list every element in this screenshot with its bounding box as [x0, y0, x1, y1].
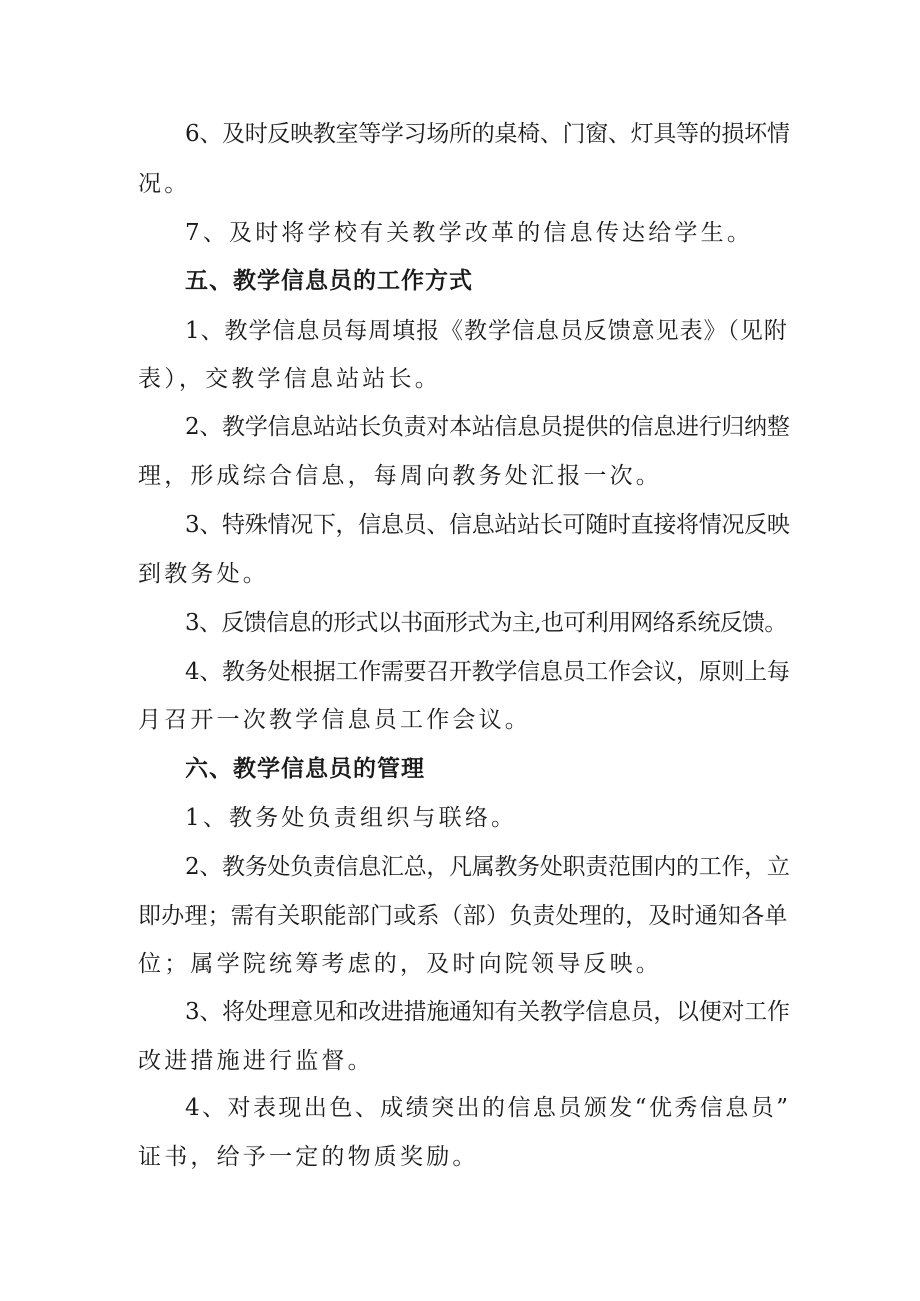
s6-p3-line2: 改进措施进行监督。: [138, 1048, 374, 1074]
s6-p2-line2: 即办理；需有关职能部门或系（部）负责处理的，及时通知各单: [138, 903, 788, 929]
s6-p1-line: 1、教务处负责组织与联络。: [185, 805, 518, 831]
s6-p2-line1: 2、教务处负责信息汇总，凡属教务处职责范围内的工作，立: [185, 854, 790, 880]
s6-p4-line2: 证书，给予一定的物质奖励。: [138, 1144, 479, 1170]
s6-p4-line1: 4、对表现出色、成绩突出的信息员颁发“优秀信息员”: [185, 1095, 791, 1121]
item7-line: 7、及时将学校有关教学改革的信息传达给学生。: [185, 220, 754, 246]
s6-p3-line1: 3、将处理意见和改进措施通知有关教学信息员，以便对工作: [185, 999, 790, 1025]
s5-p3b-line: 3、反馈信息的形式以书面形式为主,也可利用网络系统反馈。: [185, 610, 787, 636]
s6-p2-line3: 位；属学院统筹考虑的，及时向院领导反映。: [138, 951, 662, 977]
s5-p4-line2: 月召开一次教学信息员工作会议。: [138, 707, 531, 733]
s5-p2-line1: 2、教学信息站站长负责对本站信息员提供的信息进行归纳整: [185, 414, 790, 440]
section5-heading: 五、教学信息员的工作方式: [185, 268, 473, 294]
item6-line2: 况。: [138, 171, 191, 197]
s5-p2-line2: 理，形成综合信息，每周向教务处汇报一次。: [138, 463, 662, 489]
s5-p1-line1: 1、教学信息员每周填报《教学信息员反馈意见表》（见附: [185, 318, 788, 344]
item6-line1: 6、及时反映教室等学习场所的桌椅、门窗、灯具等的损坏情: [185, 121, 790, 147]
section6-heading: 六、教学信息员的管理: [185, 756, 425, 782]
s5-p1-line2: 表），交教学信息站站长。: [138, 366, 441, 392]
s5-p3-line1: 3、特殊情况下，信息员、信息站站长可随时直接将情况反映: [185, 512, 790, 538]
s5-p3-line2: 到教务处。: [138, 561, 269, 587]
s5-p4-line1: 4、教务处根据工作需要召开教学信息员工作会议，原则上每: [185, 659, 790, 685]
